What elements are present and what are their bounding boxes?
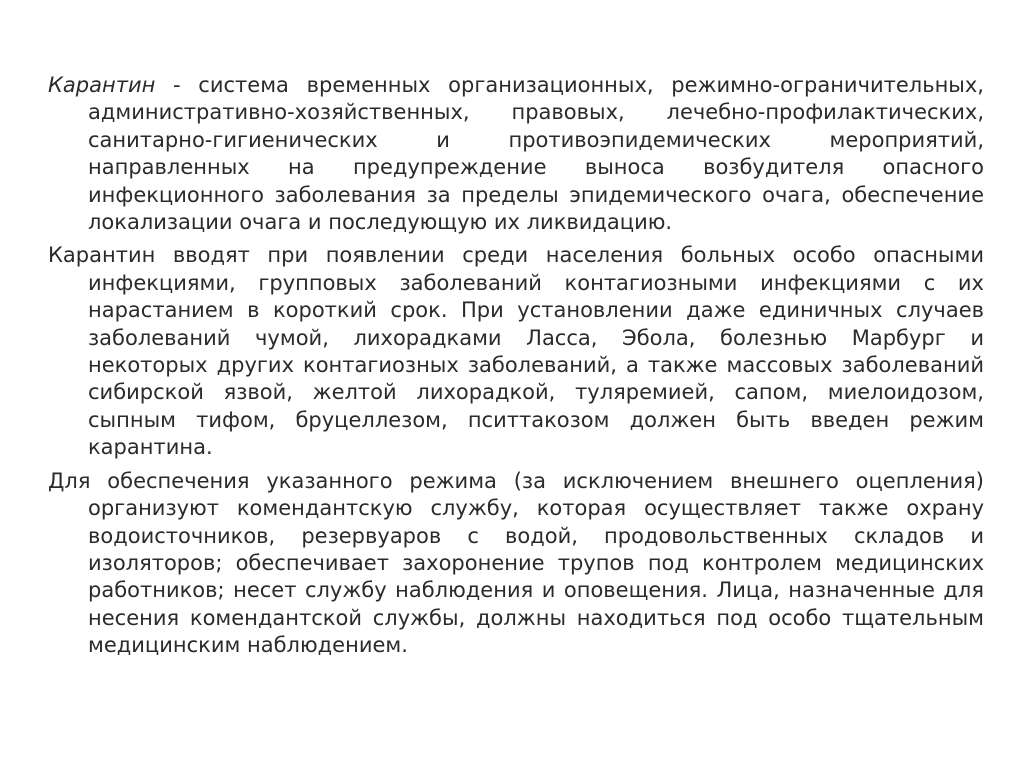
paragraph-quarantine-introduction — [48, 242, 984, 461]
paragraph-commandant-service — [48, 468, 984, 660]
paragraph-text: Карантин вводят при появлении среди населения больных особо опасными инфекциями, групповых заболеваний контагиозными инфекциями с их нарастанием в короткий срок. При установлении даже единичных случаев заболеваний чумой, лихорадками Ласса, Эбола, болезнью Марбург и некоторых других контагиозных заболеваний, а также массовых заболеваний сибирской язвой, желтой лихорадкой, туляремией, сапом, миелоидозом, сыпным тифом, бруцеллезом, пситтакозом должен быть введен режим карантина. — [48, 243, 984, 460]
paragraph-quarantine-definition — [48, 72, 984, 236]
slide-text-body — [48, 72, 984, 666]
paragraph-text: Для обеспечения указанного режима (за исключением внешнего оцепления) организуют комендантскую службу, которая осуществляет также охрану водоисточников, резервуаров с водой, продовольственных складов и изоляторов; обеспечивает захоронение трупов под контролем медицинских работников; несет службу наблюдения и оповещения. Лица, назначенные для несения комендантской службы, должны находиться под особо тщательным медицинским наблюдением. — [48, 468, 984, 658]
term-quarantine: Карантин — [48, 73, 156, 97]
paragraph-text: - система временных организационных, режимно-ограничительных, административно-хозяйственных, правовых, лечебно-профилактических, санитарно-гигиенических и противоэпидемических мероприятий, направленных на предупреждение выноса возбудителя опасного инфекционного заболевания за пределы эпидемического очага, обеспечение локализации очага и последующую их ликвидацию. — [88, 73, 984, 235]
